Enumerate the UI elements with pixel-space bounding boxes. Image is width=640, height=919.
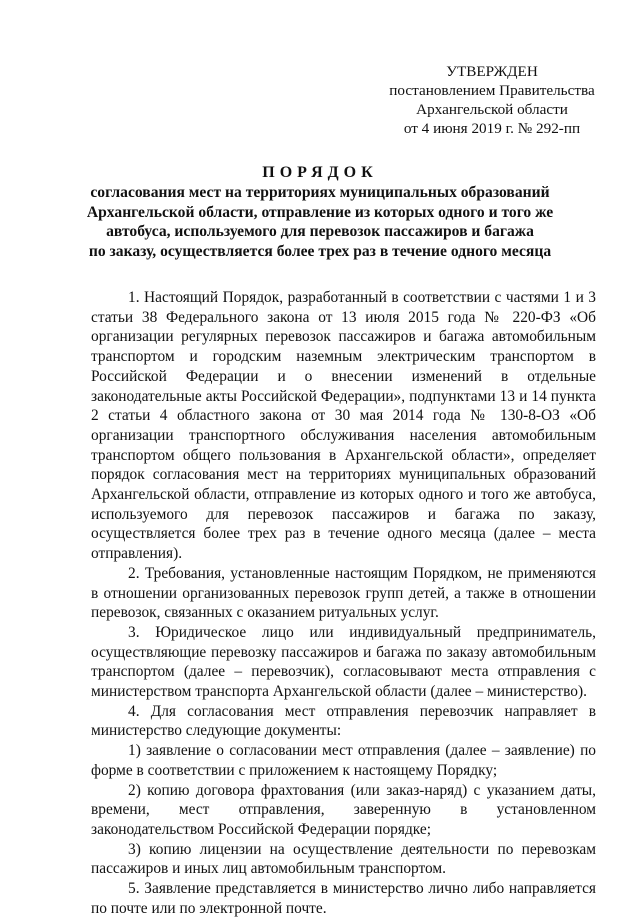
approval-date-number: от 4 июня 2019 г. № 292-пп: [403, 120, 581, 137]
paragraph-4-item-2: 2) копию договора фрахтования (или заказ-наряд) с указанием даты, времени, мест отправления, заверенную в установленном законодательством Российской Федерации порядке;: [91, 781, 596, 838]
subtitle-line: согласования мест на территориях муниципальных образований: [90, 184, 550, 201]
paragraph-4-item-3: 3) копию лицензии на осуществление деятельности по перевозкам пассажиров и иных лиц автомобильным транспортом.: [91, 840, 596, 878]
paragraph-5: 5. Заявление представляется в министерство лично либо направляется по почте или по электронной почте.: [91, 880, 596, 917]
approval-region: Архангельской области: [416, 101, 568, 118]
paragraph-4-item-1: 1) заявление о согласовании мест отправления (далее – заявление) по форме в соответствии с приложением к настоящему Порядку;: [91, 742, 596, 779]
document-title: ПОРЯДОК: [262, 164, 378, 181]
approval-issuer: постановлением Правительства: [389, 82, 595, 99]
subtitle-line: автобуса, используемого для перевозок пассажиров и багажа: [106, 223, 534, 240]
approval-heading: УТВЕРЖДЕН: [446, 63, 538, 80]
document-subtitle: [80, 183, 560, 261]
paragraph-4: 4. Для согласования мест отправления перевозчик направляет в министерство следующие документы:: [91, 702, 596, 740]
paragraph-3: 3. Юридическое лицо или индивидуальный предприниматель, осуществляющие перевозку пассажиров и багажа по заказу автомобильным транспортом (далее – перевозчик), согласовывают места отправления с министерством транспорта Архангельской области (далее – министерство).: [91, 623, 596, 701]
paragraph-1: 1. Настоящий Порядок, разработанный в соответствии с частями 1 и 3 статьи 38 Федерального закона от 13 июля 2015 года № 220-ФЗ «Об организации регулярных перевозок пассажиров и багажа автомобильным транспортом и городским наземным электрическим транспортом в Российской Федерации и о внесении изменений в отдельные законодательные акты Российской Федерации», подпунктами 13 и 14 пункта 2 статьи 4 областного закона от 30 мая 2014 года № 130-8-ОЗ «Об организации транспортного обслуживания населения автомобильным транспортом общего пользования в Архангельской области», определяет порядок согласования мест на территориях муниципальных образований Архангельской области, отправление из которых одного и того же автобуса, используемого для перевозок пассажиров и багажа по заказу, осуществляется более трех раз в течение одного месяца (далее – места отправления).: [91, 289, 596, 563]
subtitle-line: Архангельской области, отправление из которых одного и того же: [86, 203, 554, 221]
subtitle-line: по заказу, осуществляется более трех раз в течение одного месяца: [88, 242, 552, 260]
document-body: [91, 288, 596, 919]
approval-stamp: [372, 62, 612, 138]
paragraph-2: 2. Требования, установленные настоящим Порядком, не применяются в отношении организованных перевозок групп детей, а также в отношении перевозок, связанных с оказанием ритуальных услуг.: [91, 564, 596, 622]
